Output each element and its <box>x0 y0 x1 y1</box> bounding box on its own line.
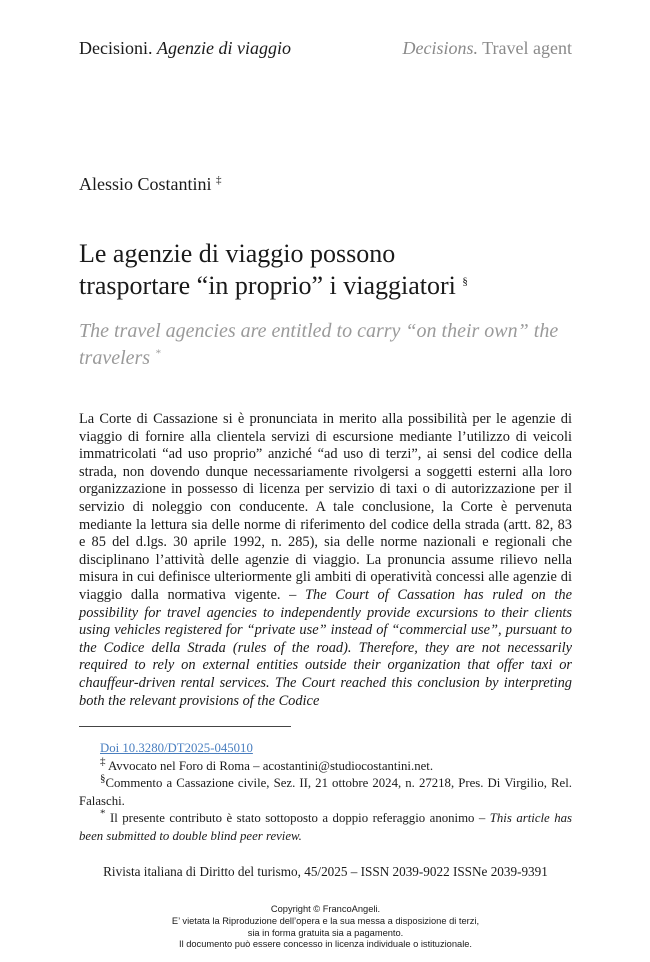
header-right-italic: Decisions. <box>402 38 478 58</box>
abstract-italian: La Corte di Cassazione si è pronunciata in merito alla possibilità per le agenzie di viaggio di fornire alla clientela servizi di escursione mediante l’utilizzo di veicoli immatricolati “ad uso proprio” anziché “ad uso di terzi”, ai sensi del codice della strada, non dovendo dunque necessariamente rivolgersi a soggetti esterni alla loro organizzazione in possesso di licenza per servizio di taxi o di autorizzazione per il servizio di noleggio con conducente. A tale conclusione, la Corte è pervenuta mediante la lettura sia delle norme di riferimento del codice della strada (artt. 82, 83 e 85 del d.lgs. 30 aprile 1992, n. 285), sia delle norme nazionali e regionali che disciplinano l’attività delle agenzie di viaggio. La pronuncia assume rilievo nella misura in cui definisce ulteriormente gli ambiti di operatività concessi alle agenzie di viaggio dalla normativa vigente. – <box>79 411 572 603</box>
footnote-author-text: Avvocato nel Foro di Roma – acostantini@studiocostantini.net. <box>108 758 434 773</box>
abstract-english: The Court of Cassation has ruled on the possibility for travel agencies to independently provide excursions to their clients using vehicles registered for “private use” instead of “commercial use”, pursuant to the Codice della Strada (rules of the road). Therefore, they are not necessarily required to rely on external entities outside their organization that offer taxi or chauffeur-driven rental services. The Court reached this conclusion by interpreting both the relevant provisions of the Codice <box>79 586 573 709</box>
footnote-review-plain: Il presente contributo è stato sottoposto a doppio referaggio anonimo – <box>109 811 486 825</box>
running-header <box>79 38 572 68</box>
journal-citation: Rivista italiana di Diritto del turismo, 45/2025 – ISSN 2039-9022 ISSNe 2039-9391 <box>103 864 548 879</box>
header-english <box>402 38 572 59</box>
footnote-author <box>79 755 572 776</box>
footnote-review-mark: * <box>100 807 106 820</box>
article-title <box>79 238 579 302</box>
title-line-2-text: trasportare “in proprio” i viaggiatori <box>79 271 456 300</box>
header-right-plain: Travel agent <box>482 38 572 58</box>
author <box>79 174 222 195</box>
title-line-1: Le agenzie di viaggio possono <box>79 239 396 268</box>
author-name: Alessio Costantini <box>79 174 212 194</box>
footnote-comment <box>79 772 572 810</box>
doi-link[interactable]: Doi 10.3280/DT2025-045010 <box>100 741 253 755</box>
copyright-line-3: sia in forma gratuita sia a pagamento. <box>247 927 404 938</box>
footnote-review-italic: This article has been submitted to double blind peer review. <box>79 811 572 843</box>
footnotes <box>79 740 572 845</box>
title-footnote-mark: § <box>462 275 468 288</box>
footnote-review <box>79 807 572 845</box>
copyright-line-4: Il documento può essere concesso in licenza individuale o istituzionale. <box>178 939 473 950</box>
header-italian <box>79 38 291 59</box>
article-subtitle <box>79 318 559 372</box>
copyright-line-1: Copyright © FrancoAngeli. <box>270 904 381 914</box>
footnote-author-mark: ‡ <box>100 755 106 768</box>
footnote-rule <box>79 726 291 727</box>
header-left-plain: Decisioni. <box>79 38 153 58</box>
author-footnote-mark: ‡ <box>216 174 222 186</box>
subtitle-footnote-mark: * <box>155 347 161 360</box>
footnote-comment-text: Commento a Cassazione civile, Sez. II, 21 ottobre 2024, n. 27218, Pres. Di Virgilio, Rel. Falaschi. <box>79 776 572 808</box>
abstract <box>79 411 572 710</box>
header-left-italic: Agenzie di viaggio <box>157 38 291 58</box>
title-line-2 <box>79 270 579 302</box>
subtitle-text: The travel agencies are entitled to carry “on their own” the travelers <box>79 320 559 369</box>
footnote-comment-mark: § <box>100 772 106 785</box>
copyright-line-2: E’ vietata la Riproduzione dell’opera e la sua messa a disposizione di terzi, <box>171 915 480 926</box>
copyright-notice <box>79 904 572 951</box>
